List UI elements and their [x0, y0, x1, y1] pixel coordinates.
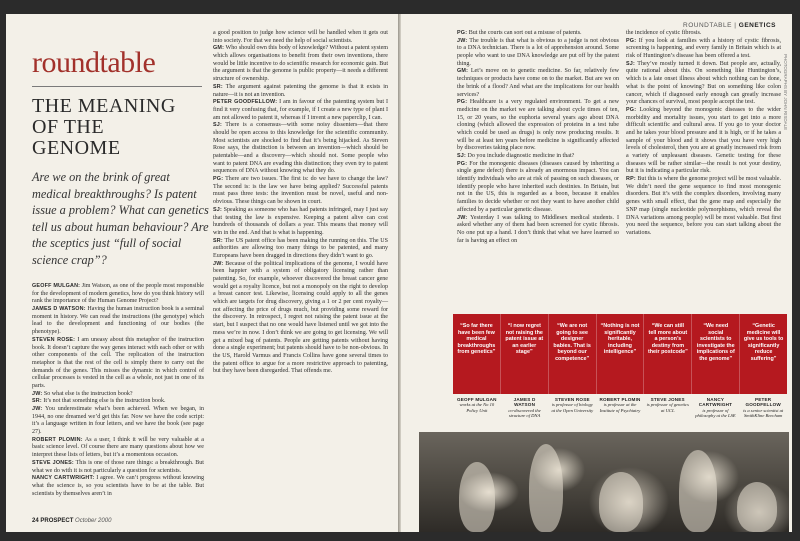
paragraph — [32, 475, 204, 498]
paragraph-text: The argument against patenting the genome is that it exists in nature—it is not an invention. — [213, 83, 388, 98]
paragraph-text: But the courts can sort out a misuse of patents. — [467, 30, 582, 36]
paragraph-text: There are two issues. The first is: do we have to change the law? The second is: is the law we have being applied? Successful patents must pass three tests: the invention must be novel, useful and non-obvious. These things can be shown in court. — [213, 176, 388, 206]
speaker-label: SJ: — [626, 60, 635, 67]
pull-quote: “Genetic medicine will give us tools to significantly reduce suffering” — [743, 323, 784, 362]
pull-quote: “We are not going to see designer babies. That is beyond our competence” — [549, 314, 597, 394]
paragraph — [213, 99, 388, 122]
article-column-1 — [32, 283, 204, 498]
photo-figure — [737, 482, 777, 532]
paragraph — [213, 122, 388, 176]
paragraph-text: They’ve mostly turned it down. But people are, actually, quite rational about this. On something like Huntington’s, which is a late onset illness about which nothing can be done, what is the point of knowing? But on something like colon cancer, which if diagnosed early enough can greatly increase your chances of survival, most people accept the test. — [626, 60, 781, 106]
paragraph — [457, 161, 619, 215]
speaker-label: RP: — [626, 176, 636, 183]
photo-figure — [599, 472, 643, 532]
photo-figure — [679, 450, 717, 532]
paragraph — [32, 437, 204, 460]
headline-line: OF THE — [32, 116, 105, 138]
article-column-2 — [213, 30, 388, 376]
pull-quote-banner — [453, 314, 787, 394]
paragraph-text: Jim Watson, as one of the people most responsible for the development of modern genetics, how do you think history will rank the importance of the Human Genome Project? — [32, 283, 204, 305]
participant-role: is professor of philosophy at the LSE — [695, 407, 736, 419]
paragraph-text: Who should own this body of knowledge? Without a patent system which allows organisations to benefit from their own inventions, there would be little incentive to do scientific research for economic gain. But the argument is that the genome is public property—it needs a different structure of ownership. — [213, 45, 388, 83]
participant-role: is professor at the Institute of Psychiatry — [599, 402, 641, 413]
speaker-label: JW: — [32, 406, 43, 412]
speaker-label: PG: — [457, 160, 468, 167]
paragraph-text: Looking beyond the monogenic diseases to the wider morbidity and mortality issues, you start to get into a more difficult scientific and cultural area. If you go to your doctor and he takes your blood pressure and it is high, or if he takes a sample of your blood and it shows that you have very high levels of cholesterol, then you are at greatly increased risk from a variety of unpleasant diseases. Genetic testing for these diseases will be rather similar—the result is not your destiny, but it is indicating a particular risk. — [626, 106, 781, 175]
paragraph — [457, 215, 619, 246]
paragraph — [213, 45, 388, 83]
paragraph — [32, 306, 204, 337]
paragraph-text: For the monogenic diseases (diseases caused by inheriting a single gene defect) there is already an enormous impact. You can identify individuals who are at risk of passing on such diseases, or identify people who have inherited such destinies. In Britain, but not in the US, this is regarded as a boon, because it enables families to decide whether or not they want to have another child affected by a particular genetic disease. — [457, 160, 619, 213]
speaker-label: STEVE JONES: — [32, 459, 74, 466]
participant-captions — [453, 397, 787, 423]
article-headline — [32, 96, 207, 159]
speaker-label: GEOFF MULGAN: — [32, 283, 81, 289]
group-photograph — [419, 432, 789, 532]
paragraph — [32, 398, 204, 406]
speaker-label: PETER GOODFELLOW: — [213, 99, 278, 106]
title-divider — [32, 86, 202, 87]
speaker-label: PG: — [213, 176, 224, 183]
running-head-prefix: ROUNDTABLE | — [683, 22, 737, 29]
magazine-name: PROSPECT — [40, 518, 74, 524]
pull-quote: “So far there have been few medical breakthroughs from genetics” — [453, 314, 501, 394]
paragraph — [213, 207, 388, 238]
paragraph — [32, 406, 204, 437]
paragraph — [457, 153, 619, 161]
paragraph — [457, 38, 619, 69]
participant-role: works at the No 10 Policy Unit — [459, 402, 495, 413]
speaker-label: SJ: — [213, 122, 222, 129]
paragraph-text: The trouble is that what is obvious to a judge is not obvious to a DNA technician. There is a lot of apprehension around. Some people who want to use DNA knowledge are put off by the patent thing. — [457, 37, 619, 67]
right-page — [401, 14, 792, 532]
paragraph — [213, 30, 388, 45]
paragraph-text: As a user, I think it will be very valuable at a basic science level. Of course there are many questions about how we interpret these lists of letters, but it’s a momentous occasion. — [32, 436, 204, 459]
participant-caption — [548, 397, 596, 423]
paragraph — [626, 61, 781, 107]
photo-figure — [459, 462, 495, 532]
participant-caption — [644, 397, 692, 423]
participant-name: JAMES D WATSON — [513, 397, 536, 408]
speaker-label: JW: — [213, 260, 224, 267]
paragraph-text: The US patent office has been making the running on this. The US authorities are allowing too many things to be patented, and many Europeans have been dragged in directions they didn’t want to go. — [213, 237, 388, 259]
paragraph-text: This is one of those rare things: a breakthrough. But what we do with it is not particularly a question for scientists. — [32, 459, 204, 474]
participant-role: is professor of biology at the Open University — [551, 402, 594, 413]
speaker-label: JW: — [457, 214, 468, 221]
paragraph — [457, 99, 619, 153]
participant-name: GEOFF MULGAN — [457, 397, 497, 402]
article-column-3 — [457, 30, 619, 245]
speaker-label: SR: — [32, 398, 42, 405]
paragraph-text: If you look at families with a history of cystic fibrosis, screening is happening, and every family in Britain which is at risk of Huntington’s disease has been offered a test. — [626, 37, 781, 60]
speaker-label: SR: — [213, 237, 223, 244]
pull-quote: “We can still tell more about a person’s destiny from their postcode” — [644, 314, 692, 394]
headline-line: THE MEANING — [32, 95, 176, 117]
paragraph-text: Healthcare is a very regulated environment. To get a new medicine on the market we are talking about cycle times of ten, 15, or 20 years, so the euphoria several years ago about DNA cloning (which allowed the expression of proteins in a test tube which could be used as drugs) is only now producing results. It will be at least ten years before medicine is significantly affected by discoveries taking place now. — [457, 99, 619, 152]
paragraph — [32, 391, 204, 399]
photo-credit: PHOTOGRAPHS BY JOHN RISDALE — [783, 54, 788, 131]
paragraph-text: a good position to judge how science will be handled when it gets out into society. For that we need the help of social scientists. — [213, 30, 388, 44]
speaker-label: JW: — [457, 37, 468, 44]
paragraph — [626, 176, 781, 238]
paragraph — [626, 38, 781, 61]
paragraph-text: It’s not that something else is the instruction book. — [41, 398, 166, 405]
paragraph — [213, 176, 388, 207]
participant-name: PETER GOODFELLOW — [745, 397, 781, 408]
participant-name: ROBERT PLOMIN — [599, 397, 641, 402]
photo-figure — [529, 444, 563, 532]
paragraph-text: I am uneasy about this metaphor of the instruction book. It doesn’t capture the way genes interact with each other or with other components of the cell. The replication of the instruction metaphor is that the rest of the cell is simply there to carry out the demands of the genes. This misses the dynamic in which control of cellular processes is vested in the cell as a whole, not just in one of its parts. — [32, 336, 205, 389]
paragraph — [213, 238, 388, 261]
participant-caption — [501, 397, 549, 423]
pull-quote: “I now regret not raising the patent issue at an earlier stage” — [501, 314, 549, 394]
speaker-label: PG: — [457, 99, 468, 106]
participant-role: is professor of genetics at UCL — [646, 402, 689, 413]
section-title: roundtable — [32, 46, 156, 79]
participant-caption — [453, 397, 501, 423]
running-head-section: GENETICS — [738, 22, 776, 29]
paragraph — [457, 68, 619, 99]
speaker-label: GM: — [213, 45, 225, 52]
paragraph — [457, 30, 619, 38]
pull-quote: “Nothing is not significantly heritable, including intelligence” — [597, 314, 645, 394]
speaker-label: STEVEN ROSE: — [32, 336, 76, 343]
paragraph-text: the incidence of cystic fibrosis. — [626, 30, 702, 36]
speaker-label: PG: — [626, 37, 637, 44]
participant-name: STEVEN ROSE — [554, 397, 590, 402]
headline-line: GENOME — [32, 137, 121, 159]
participant-caption — [692, 397, 740, 423]
paragraph — [32, 337, 204, 391]
page-footer — [32, 518, 111, 524]
standfirst: Are we on the brink of great medical breakthroughs? Is patent issue a problem? What can genetics tell us about human behaviour? Are the sceptics just “full of social science crap”? — [32, 170, 209, 267]
paragraph-text: Speaking as someone who has had patents infringed, may I just say that testing the law is expensive. Keeping a patent alive can cost hundreds of thousands of dollars a year. This means that money will win in the end. And that is what is happening. — [213, 206, 388, 236]
speaker-label: SJ: — [457, 153, 466, 159]
participant-role: is a senior scientist at SmithKline Beecham — [743, 407, 784, 419]
speaker-label: SJ: — [213, 206, 222, 213]
participant-name: STEVE JONES — [650, 397, 685, 402]
left-page — [6, 14, 398, 532]
paragraph-text: Because of the political implications of the genome, I would have been happier with a system of obligatory licensing rather than patenting. So, for example, whoever discovered the breast cancer gene would get a royalty licence, but not a monopoly on the right to develop a breast cancer test. Likewise, licensing could apply to all the genes which are targets for drug discovery, giving a 1 or 2 per cent royalty—not affecting the price of drugs much, but providing some reward for the discovery. In retrospect, I regret not raising the patent issue at the start, but I suspect that no one would have listened until we got into the mess we’re in now. I don’t think we are going to get licensing. We will get a mixed bag of patents. People are getting patents without having done a single experiment; but patents should have to be non-obvious. In the US, Harold Varmus and Francis Collins have gone several times to the patent office to argue for a more restrictive approach to patenting, but they have been disregarded. That offends me. — [213, 260, 388, 375]
participant-caption — [739, 397, 787, 423]
paragraph-text: Let’s move on to genetic medicine. So far, relatively few techniques or products have come on to the market. But are we on the brink of a flood? And what are the implications for our health services? — [457, 68, 619, 98]
paragraph — [626, 30, 781, 38]
paragraph — [32, 460, 204, 475]
running-head — [683, 22, 776, 29]
paragraph-text: I am in favour of the patenting system but I find it very confusing that, for example, if I create a new type of plant I am not allowed to patent it, whereas if I invent a new paperclip, I can. — [213, 99, 389, 121]
paragraph — [626, 107, 781, 176]
speaker-label: ROBERT PLOMIN: — [32, 436, 83, 443]
paragraph — [213, 261, 388, 376]
speaker-label: GM: — [457, 68, 469, 75]
paragraph-text: I agree. We can’t progress without knowing what the science is, so you scientists have to be at the table. But scientists by themselves aren’t in — [32, 475, 204, 497]
paragraph-text: But this is where the genome project will be most valuable. We didn’t need the gene sequence to find most monogenic disorders. But it’s with the complex disorders, involving many genes with small effect, that the gene map and especially the SNP map (single nucleotide polymorphisms, which reveal the DNA variations among people) will be most valuable. But first you need the sequence, before you can start talking about the variations. — [626, 176, 781, 236]
participant-role: co-discovered the structure of DNA — [508, 407, 541, 419]
paragraph-text: So what else is the instruction book? — [42, 390, 133, 397]
participant-caption — [596, 397, 644, 423]
speaker-label: JW: — [32, 390, 43, 397]
paragraph — [213, 84, 388, 99]
speaker-label: JAMES D WATSON: — [32, 306, 86, 313]
speaker-label: SR: — [213, 83, 223, 90]
article-column-4 — [626, 30, 781, 238]
issue-date: October 2000 — [75, 518, 112, 524]
paragraph-text: Do you include diagnostic medicine in that? — [466, 153, 575, 159]
pull-quote: “We need social scientists to investigate the implications of the genome” — [692, 314, 740, 394]
speaker-label: PG: — [457, 30, 468, 36]
paragraph-text: There is a consensus—with some noisy dissenters—that there should be open access to this knowledge for the scientific community. Most scientists are shocked to find that it’s being hijacked. As Steven Rose says, the distinction is between an invention—which should be patentable—and a discovery—which should not. Some people who want to patent DNA are evading this distinction; they even try to patent sequences of DNA without knowing what they do. — [213, 122, 388, 175]
speaker-label: PG: — [626, 106, 637, 113]
paragraph-text: You underestimate what’s been achieved. When we began, in 1944, no one dreamed we’d get this far. Now we have the code script: it’s a language written in four letters, and we have the book (see page 27). — [32, 406, 204, 436]
page-number: 24 — [32, 518, 39, 524]
participant-name: NANCY CARTWRIGHT — [698, 397, 733, 408]
speaker-label: NANCY CARTWRIGHT: — [32, 475, 95, 482]
paragraph-text: Yesterday I was talking to Middlesex medical students. I asked whether any of them had been screened for cystic fibrosis. No one put up a hand. I don’t think that what we have learned so far is having an effect on — [457, 214, 619, 244]
paragraph-text: Having the human instruction book is a seminal moment in history. We can read the instructions (the genotype) which lead to the development and functioning of our bodies (the phenotype). — [32, 306, 204, 336]
paragraph — [32, 283, 204, 306]
